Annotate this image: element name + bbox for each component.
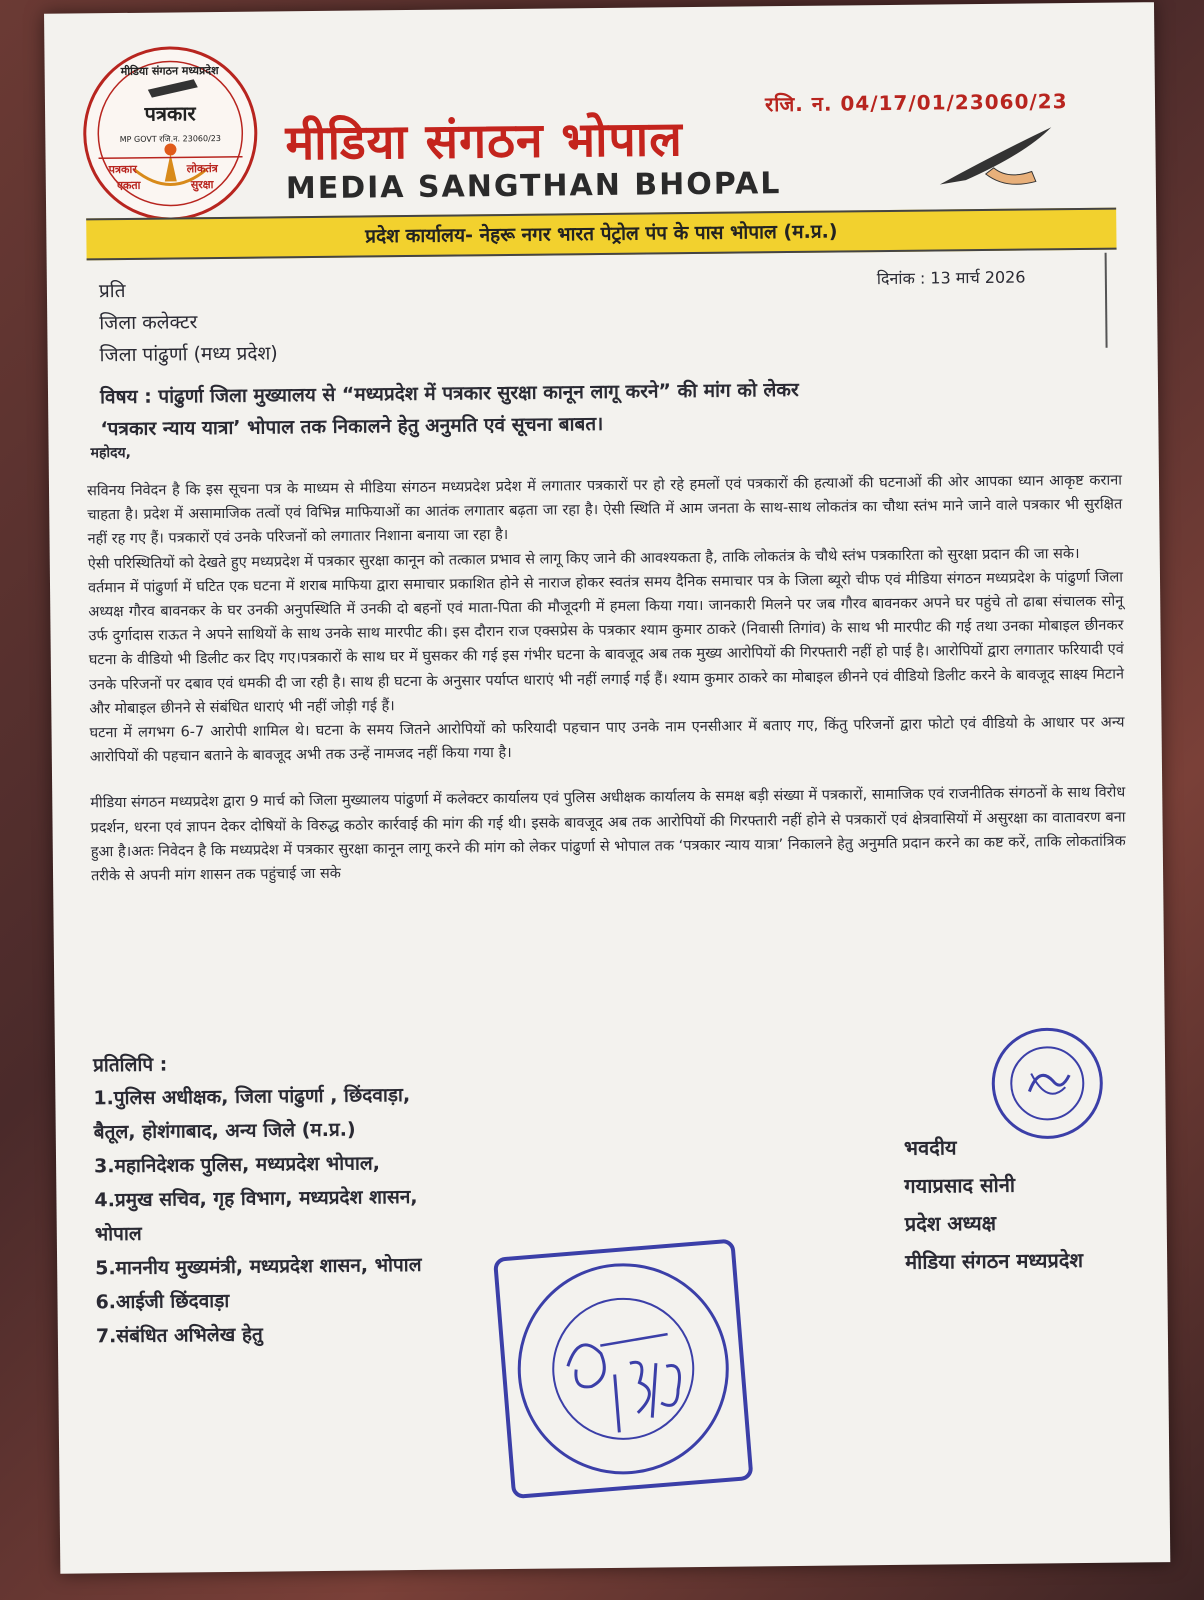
recipient-line-1: प्रति [98, 279, 126, 303]
copy-item: 1.पुलिस अधीक्षक, जिला पांढुर्णा , छिंदवाड़ा, [93, 1084, 411, 1110]
closing: भवदीय [903, 1135, 957, 1160]
logo-left-top: पत्रकार [108, 162, 137, 177]
body-paragraph-2: ऐसी परिस्थितियों को देखते हुए मध्यप्रदेश में पत्रकार सुरक्षा कानून को तत्काल प्रभाव से लागू किए जाने की आवश्यकता है, ताकि लोकतंत्र के चौथे स्तंभ पत्रकारिता को सुरक्षा प्रदान की जा सके। [87, 545, 1080, 572]
logo-ring-text: मीडिया संगठन मध्यप्रदेश [120, 63, 219, 79]
registration-number: रजि. न. 04/17/01/23060/23 [764, 89, 1068, 117]
logo-left-bottom: एकता [116, 178, 141, 193]
copy-item: 4.प्रमुख सचिव, गृह विभाग, मध्यप्रदेश शासन, [94, 1185, 418, 1212]
body-paragraph-5: मीडिया संगठन मध्यप्रदेश द्वारा 9 मार्च को जिला मुख्यालय पांढुर्णा में कलेक्टर कार्यालय एवं पुलिस अधीक्षक कार्यालय के समक्ष बड़ी संख्या में पत्रकारों, सामाजिक एवं राजनीतिक संगठनों के साथ विरोध प्रदर्शन, धरना एवं ज्ञापन देकर दोषियों के विरुद्ध कठोर कार्रवाई की मांग की गई थी। इसके बावजूद अब तक आरोपियों की गिरफ्तारी नहीं होने से पत्रकारों एवं क्षेत्रवासियों में असुरक्षा का वातावरण बना हुआ है।अतः निवेदन है कि मध्यप्रदेश में पत्रकार सुरक्षा कानून लागू करने की मांग को लेकर पांढुर्णा से भोपाल तक ‘पत्रकार न्याय यात्रा’ निकालने हेतु अनुमति प्रदान करने का कष्ट करें, ताकि लोकतांत्रिक तरीके से अपनी मांग शासन तक पहुंचाई जा सके [90, 784, 1126, 885]
body-paragraph-3: वर्तमान में पांढुर्णा में घटित एक घटना में शराब माफिया द्वारा समाचार प्रकाशित होने से नाराज होकर स्वतंत्र समय दैनिक समाचार पत्र के जिला ब्यूरो चीफ एवं मीडिया संगठन मध्यप्रदेश के पांढुर्णा जिला अध्यक्ष गौरव बावनकर के घर उनकी अनुपस्थिति में उनकी दो बहनों एवं माता-पिता की मौजूदगी में हमला किया गया। जानकारी मिलने पर जब गौरव बावनकर अपने घर पहुंचे तो ढाबा संचालक सोनू उर्फ दुर्गादास राऊत ने अपने साथियों के साथ उनके साथ मारपीट की। इस दौरान राज एक्सप्रेस के पत्रकार श्याम कुमार ठाकरे (निवासी तिगांव) के साथ भी मारपीट की गई तथा उनका मोबाइल छीनकर घटना के वीडियो भी डिलीट कर दिए गए।पत्रकारों के साथ घर में घुसकर की गई इस गंभीर घटना के बावजूद अब तक मुख्य आरोपियों की गिरफ्तारी नहीं हो पाई है। आरोपियों द्वारा लगातार फरियादी एवं उनके परिजनों पर दबाव एवं धमकी दी जा रही है। साथ ही घटना के अनुसार पर्याप्त धाराएं भी नहीं लगाई गई हैं। श्याम कुमार ठाकरे का मोबाइल छीनने एवं वीडियो डिलीट करने के बावजूद साक्ष्य मिटाने और मोबाइल छीनने से संबंधित धाराएं भी नहीं जोड़ी गई हैं। [87, 569, 1125, 718]
copy-item: बैतूल, होशंगाबाद, अन्य जिले (म.प्र.) [93, 1118, 356, 1144]
logo-right-bottom: सुरक्षा [190, 178, 214, 192]
quill-pen-icon [935, 123, 1056, 194]
logo-right-top: लोकतंत्र [186, 162, 218, 176]
copy-item: 5.माननीय मुख्यमंत्री, मध्यप्रदेश शासन, भोपाल [95, 1253, 422, 1280]
recipient-line-2: जिला कलेक्टर [99, 311, 198, 335]
subject-line-2: ‘पत्रकार न्याय यात्रा’ भोपाल तक निकालने हेतु अनुमति एवं सूचना बाबत। [100, 412, 604, 441]
recipient-line-3: जिला पांढुर्णा (मध्य प्रदेश) [99, 342, 278, 367]
organization-title-english: MEDIA SANGTHAN BHOPAL [285, 166, 782, 207]
organization-seal-stamp [989, 1025, 1106, 1142]
copy-item: 3.महानिदेशक पुलिस, मध्यप्रदेश भोपाल, [93, 1152, 381, 1178]
subject-line-1: विषय : पांढुर्णा जिला मुख्यालय से “मध्यप्रदेश में पत्रकार सुरक्षा कानून लागू करने” की मांग को लेकर [99, 378, 799, 409]
letter-body [87, 469, 1126, 889]
signatory-name: गयाप्रसाद सोनी [904, 1172, 1016, 1198]
logo-registration: MP GOVT रजि.न. 23060/23 [119, 133, 221, 145]
copy-item: भोपाल [94, 1222, 142, 1246]
organization-logo [82, 46, 258, 222]
recipient-block [99, 273, 278, 371]
logo-center-word: पत्रकार [144, 101, 196, 126]
letter-page [44, 2, 1170, 1574]
signature-block [904, 1127, 1083, 1281]
subject-block [100, 371, 1101, 445]
copies-heading: प्रतिलिपि : [92, 1053, 168, 1077]
office-received-stamp [489, 1234, 758, 1503]
office-address-bar: प्रदेश कार्यालय- नेहरू नगर भारत पेट्रोल पंप के पास भोपाल (म.प्र.) [86, 208, 1116, 261]
organization-title-hindi: मीडिया संगठन भोपाल [285, 111, 684, 172]
copy-item: 7.संबंधित अभिलेख हेतु [95, 1323, 263, 1348]
body-paragraph-1: सविनय निवेदन है कि इस सूचना पत्र के माध्यम से मीडिया संगठन मध्यप्रदेश प्रदेश में लगातार पत्रकारों पर हो रहे हमलों एवं पत्रकारों की हत्याओं की घटनाओं की ओर आपका ध्यान आकृष्ट कराना चाहता है। प्रदेश में असामाजिक तत्वों एवं विभिन्न माफियाओं का आतंक लगातार बढ़ता जा रहा है। ऐसी स्थिति में आम जनता के साथ-साथ लोकतंत्र का चौथा स्तंभ माने जाने वाले पत्रकार भी सुरक्षित नहीं रह गए हैं। पत्रकारों एवं उनके परिजनों को लगातार निशाना बनाया जा रहा है। [86, 472, 1123, 548]
letter-date: दिनांक : 13 मार्च 2026 [876, 267, 1026, 289]
margin-line [1105, 253, 1108, 348]
signatory-designation: प्रदेश अध्यक्ष [904, 1210, 997, 1236]
copy-item: 6.आईजी छिंदवाड़ा [95, 1289, 230, 1314]
body-paragraph-4: घटना में लगभग 6-7 आरोपी शामिल थे। घटना के समय जितने आरोपियों को फरियादी पहचान पाए उनके नाम एनसीआर में बताए गए, किंतु परिजनों द्वारा फोटो एवं वीडियो के आधार पर अन्य आरोपियों की पहचान बताने के बावजूद अभी तक उन्हें नामजद नहीं किया गया है। [89, 714, 1125, 766]
salutation: महोदय, [90, 444, 132, 462]
signatory-organization: मीडिया संगठन मध्यप्रदेश [905, 1248, 1084, 1274]
